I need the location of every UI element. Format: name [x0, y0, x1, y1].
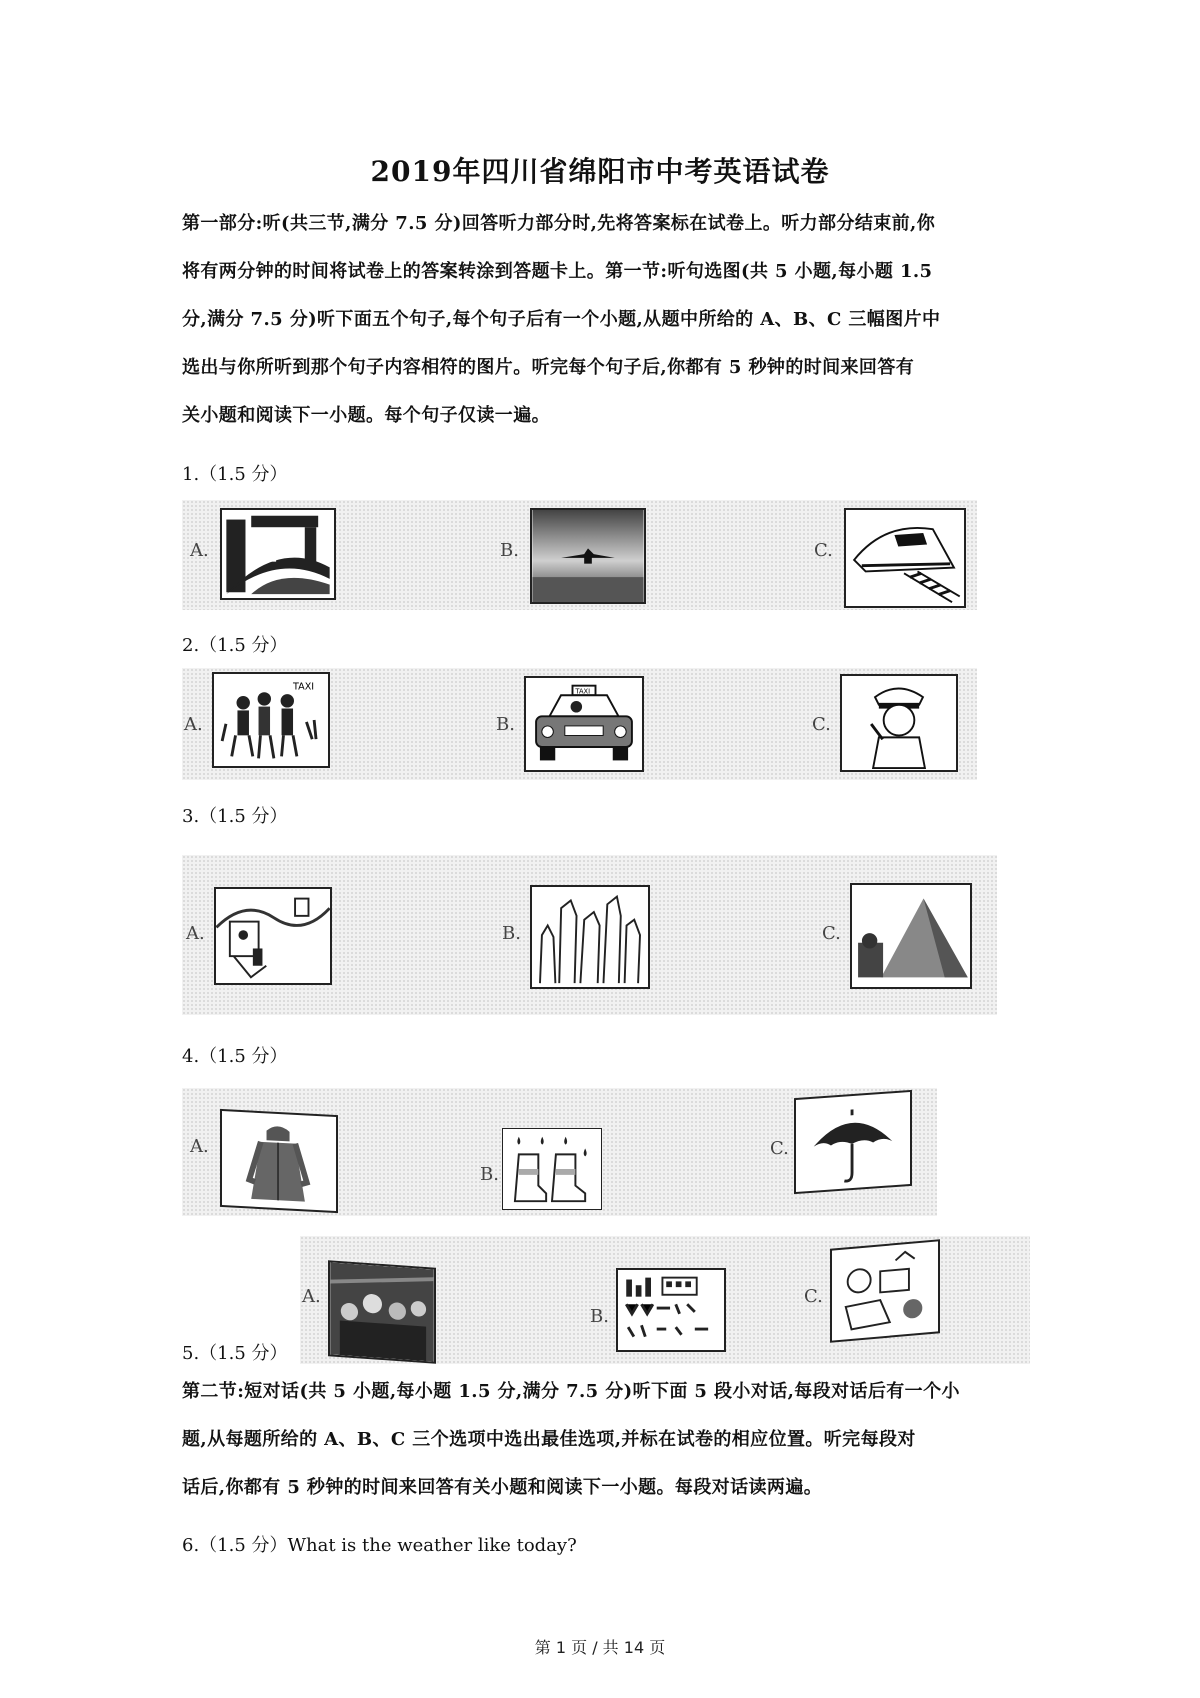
- option-c-label: C.: [814, 540, 833, 561]
- police-icon: [840, 674, 958, 772]
- part2-line: 第二节:短对话(共 5 小题,每小题 1.5 分,满分 7.5 分)听下面 5 段小对话,每段对话后有一个小: [182, 1381, 960, 1402]
- option-b-label: B.: [500, 540, 519, 561]
- raincoat-icon: [220, 1109, 338, 1213]
- option-b-label: B.: [480, 1164, 499, 1185]
- question-5-images: [300, 1236, 1030, 1364]
- option-c-label: C.: [770, 1138, 789, 1159]
- question-4-images: [182, 1088, 937, 1216]
- question-6-text: 6.（1.5 分）What is the weather like today?: [182, 1535, 577, 1556]
- option-a-label: A.: [190, 540, 209, 561]
- question-2-number: 2.（1.5 分）: [182, 635, 288, 656]
- option-a-label: A.: [302, 1286, 321, 1307]
- audience-icon: [328, 1260, 436, 1364]
- overpass-icon: [220, 508, 336, 600]
- part1-line: 将有两分钟的时间将试卷上的答案转涂到答题卡上。第一节:听句选图(共 5 小题,每小题 1.5: [182, 261, 933, 282]
- question-1-images: [182, 500, 977, 610]
- option-c-label: C.: [804, 1286, 823, 1307]
- part1-line: 分,满分 7.5 分)听下面五个句子,每个句子后有一个小题,从题中所给的 A、B、C 三幅图片中: [182, 309, 941, 330]
- svg-text:TAXI: TAXI: [575, 687, 591, 696]
- taxi-icon: [524, 676, 644, 772]
- question-2-images: [182, 668, 977, 780]
- crowd-icon: [212, 672, 330, 768]
- svg-text:TAXI: TAXI: [293, 681, 315, 693]
- option-a-label: A.: [186, 923, 205, 944]
- page-title: 2019年四川省绵阳市中考英语试卷: [370, 155, 830, 188]
- train-icon: [844, 508, 966, 608]
- great-wall-icon: [214, 887, 332, 985]
- question-3-number: 3.（1.5 分）: [182, 806, 288, 827]
- option-a-label: A.: [190, 1136, 209, 1157]
- toys-icon: [830, 1239, 940, 1343]
- option-c-label: C.: [812, 714, 831, 735]
- rain-boots-icon: [502, 1128, 602, 1210]
- part2-line: 题,从每题所给的 A、B、C 三个选项中选出最佳选项,并标在试卷的相应位置。听完每段对: [182, 1429, 916, 1450]
- question-4-number: 4.（1.5 分）: [182, 1046, 288, 1067]
- question-1-number: 1.（1.5 分）: [182, 464, 288, 485]
- part2-instructions: [182, 1368, 1028, 1512]
- question-3-images: [182, 855, 997, 1015]
- part1-line: 第一部分:听(共三节,满分 7.5 分)回答听力部分时,先将答案标在试卷上。听力部分结束前,你: [182, 213, 936, 234]
- part1-line: 选出与你所听到那个句子内容相符的图片。听完每个句子后,你都有 5 秒钟的时间来回答有: [182, 357, 915, 378]
- sports-chart-icon: [616, 1268, 726, 1352]
- option-c-label: C.: [822, 923, 841, 944]
- page-footer: 第 1 页 / 共 14 页: [534, 1638, 666, 1657]
- part2-line: 话后,你都有 5 秒钟的时间来回答有关小题和阅读下一小题。每段对话读两遍。: [182, 1477, 823, 1498]
- part1-line: 关小题和阅读下一小题。每个句子仅读一遍。: [182, 405, 550, 426]
- option-a-label: A.: [184, 714, 203, 735]
- part1-instructions: [182, 200, 1028, 440]
- question-5-number: 5.（1.5 分）: [182, 1343, 288, 1364]
- option-b-label: B.: [502, 923, 521, 944]
- option-b-label: B.: [496, 714, 515, 735]
- option-b-label: B.: [590, 1306, 609, 1327]
- airplane-icon: [530, 508, 646, 604]
- stone-forest-icon: [530, 885, 650, 989]
- pyramid-icon: [850, 883, 972, 989]
- umbrella-icon: [794, 1090, 912, 1194]
